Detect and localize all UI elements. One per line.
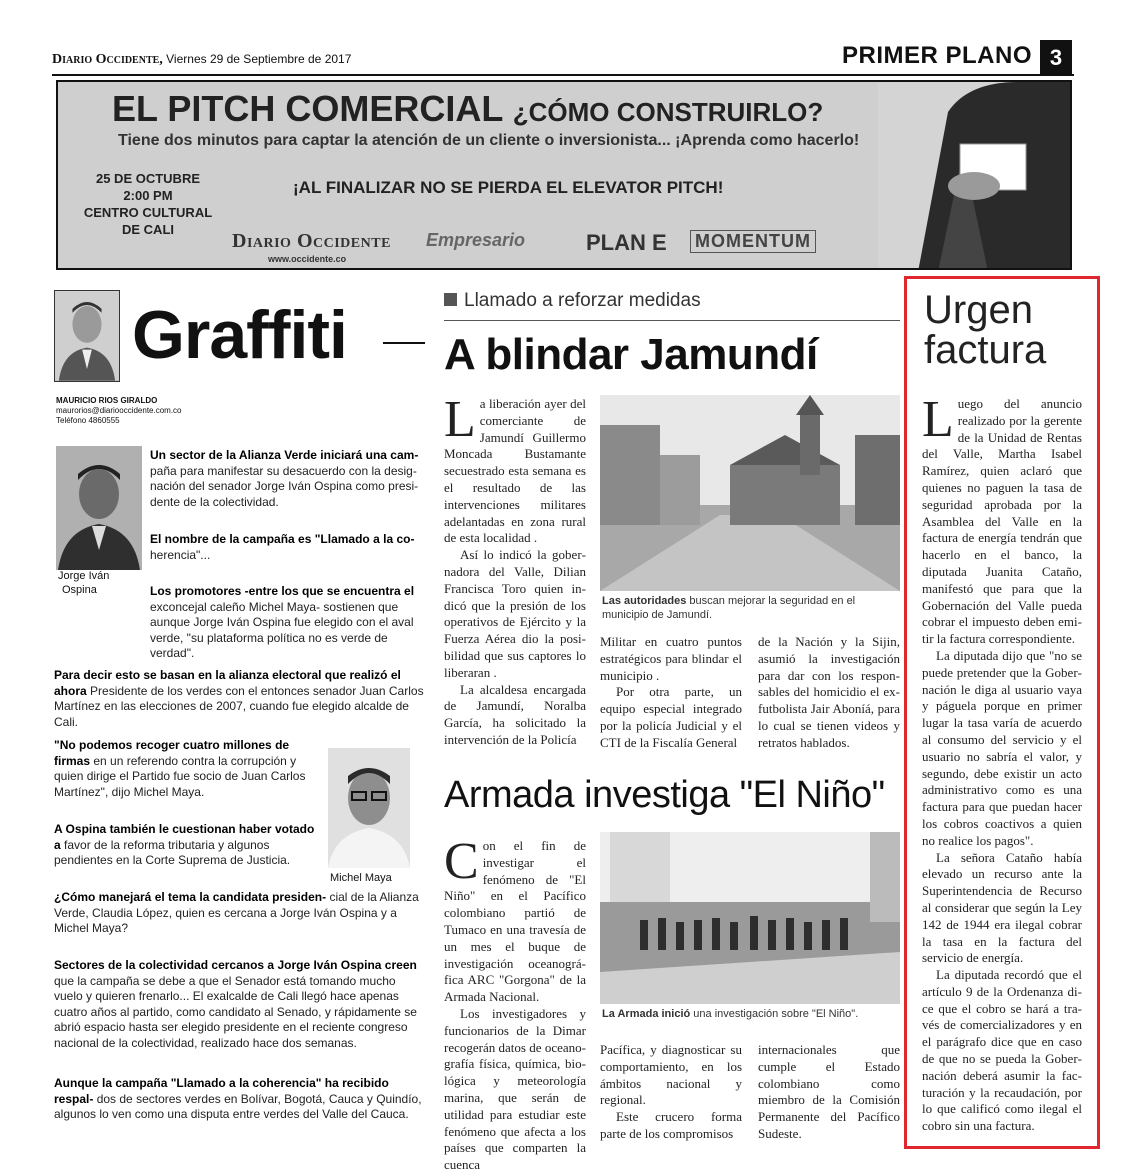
- masthead: [52, 52, 351, 68]
- paragraph-body: herencia"...: [150, 547, 211, 562]
- paragraph-lead: Aunque la campaña "Llamado a la coherencia" ha recibido respal-: [54, 1076, 389, 1106]
- paragraph-body: en un referendo contra la corrupción y quien dirige el Partido fue socio de Juan Carlos Martínez", dijo Michel Maya.: [54, 753, 306, 799]
- graffiti-title: Graffiti: [132, 297, 347, 373]
- author-phone: Teléfono 4860555: [56, 416, 120, 425]
- graffiti-paragraph: [150, 584, 426, 662]
- graffiti-paragraph: [150, 532, 426, 563]
- paragraph-body: que la campaña se debe a que el Senador está tomando mucho vuelo y quieren frenarlo... El exalcalde de Cali llegó hace apenas cuatro años al partido, como candidato al Senado, y rápidamente se abrió espacio hasta ser elegido presidente en el reciente congreso nacional de la colectividad, realizado hace dos semanas.: [54, 973, 417, 1050]
- ad-date: 25 DE OCTUBRE: [95, 171, 201, 186]
- ad-cta: ¡AL FINALIZAR NO SE PIERDA EL ELEVATOR PITCH!: [293, 178, 724, 197]
- author-email[interactable]: maurorios@diariooccidente.com.co: [56, 406, 182, 415]
- story-text: La alcaldesa encargada de Jamundí, Noralba García, ha solicitado la intervención de la Policía: [444, 681, 586, 747]
- story-headline[interactable]: A blindar Jamundí: [444, 330, 818, 379]
- story-text: Los investigadores y funcionarios de la Dimar recogerán datos de oceanografía física, química, biológica y meteorología marina, que serán de utilidad para estudiar este fenómeno que afecta a los países que comparten la cuenca: [444, 1005, 586, 1173]
- photo-caption-jamundi: [602, 594, 898, 622]
- header-rule: [52, 74, 1074, 76]
- ad-title-main: EL PITCH COMERCIAL: [112, 88, 503, 129]
- graffiti-paragraph: [54, 1076, 426, 1123]
- advertisement[interactable]: [56, 80, 1072, 270]
- story-kicker: [464, 290, 701, 312]
- sidebar-text: uego del anuncio realizado por la gerente de la Unidad de Rentas del Valle, Martha Isabel Ramírez, quien aclaró que quienes no paguen la tasa de seguridad aprobada por la Asamblea del Valle en la factura de energía tendrán que hacerlo en el banco, la diputada Juanita Cataño, manifestó que para que la Gobernación del Valle pueda cobrar el impuesto deben emitir la factura correspondiente.: [922, 396, 1082, 647]
- graffiti-paragraph: [54, 958, 426, 1051]
- story-text: on el fin de investigar el fenómeno de "El Niño" en el Pacífico colombiano partió de Tumaco en una travesía de un mes el buque de investigación oceanográfica ARC "Gorgona" de la Armada Nacional.: [444, 838, 586, 1005]
- page-number: 3: [1040, 40, 1072, 76]
- caption-last-name: Maya: [361, 872, 392, 884]
- caption-text: una investigación sobre "El Niño".: [690, 1008, 859, 1020]
- issue-date: Viernes 29 de Septiembre de 2017: [166, 52, 352, 66]
- kicker-text: Llamado a reforzar medidas: [464, 290, 701, 311]
- photo-armada-ship: [600, 832, 900, 1004]
- logo-empresario: Empresario: [426, 230, 526, 250]
- photo-caption-ospina-last: Ospina: [62, 584, 97, 596]
- paragraph-body: Presidente de los verdes con el entonces senador Juan Carlos Martínez en las elecciones de 2007, cuando fue elegido alcalde de Cali.: [54, 683, 424, 729]
- caption-lead: La Armada inició: [602, 1008, 691, 1020]
- sidebar-text: La diputada dijo que "no se puede pretender que la Gobernación le diga al usuario vaya y páguela porque en primer lugar la tasa varía de acuerdo al consumo del servicio y el usuario no sabría el valor, y segundo, debe existir un acto administrativo como es una factura para que puedan hacer los cobros coactivos a quien no realice los pagos".: [922, 647, 1082, 848]
- logo-diario-occidente: Diario Occidente: [232, 230, 391, 252]
- paragraph-body: exconcejal caleño Michel Maya- sostienen que aunque Jorge Iván Ospina fue elegido con el aval verde, "su plataforma política no es verde de verdad".: [150, 599, 414, 660]
- ad-subtitle: Tiene dos minutos para captar la atención de un cliente o inversionista... ¡Aprenda como hacerlo!: [118, 132, 860, 149]
- drop-cap: C: [444, 833, 479, 890]
- author-name: MAURICIO RIOS GIRALDO: [56, 396, 158, 405]
- caption-lead: Las autoridades: [602, 595, 687, 607]
- kicker-square-icon: [444, 293, 457, 306]
- story-text: Por otra parte, un equipo especial integrado por la policía Judicial y el CTI de la Fiscalía General: [600, 684, 742, 750]
- story-text: internacionales que cumple el Estado colombiano como miembro de la Comisión Permanente del Pacífico Sudeste.: [758, 1042, 900, 1141]
- sidebar-text: La diputada recordó que el artículo 9 de la Ordenanza dice que el cobro se hará a través de comercializadores y en el parágrafo dice que en caso de que no se pueda la Gobernación deberá asumir la facturación y la recaudación, por lo que calificó como ilegal el cobro sin una factura.: [922, 967, 1082, 1134]
- ad-time: 2:00 PM: [123, 188, 173, 203]
- photo-caption-maya: [330, 872, 392, 884]
- logo-plan-e: PLAN E: [586, 230, 667, 255]
- graffiti-paragraph: [54, 738, 324, 800]
- ad-venue-2: DE CALI: [122, 222, 174, 237]
- ad-event-info: [78, 170, 218, 238]
- section-title: PRIMER PLANO: [841, 42, 1032, 69]
- paragraph-body: favor de la reforma tributaria y algunos pendientes en la Corte Suprema de Justicia.: [54, 837, 291, 867]
- logo-diario-url: www.occidente.co: [268, 254, 347, 264]
- sidebar-column: [922, 391, 1082, 1135]
- story-column: [600, 1042, 742, 1143]
- drop-cap: L: [922, 391, 954, 448]
- story-column: [758, 1042, 900, 1143]
- story-column: [444, 391, 586, 749]
- sidebar-headline-line2: factura: [924, 328, 1047, 372]
- paragraph-lead: Sectores de la colectividad cercanos a Jorge Iván Ospina creen: [54, 958, 417, 972]
- graffiti-paragraph: [54, 668, 426, 730]
- paragraph-lead: A Ospina también le cuestionan haber votado a: [54, 822, 315, 852]
- story-headline[interactable]: Armada investiga "El Niño": [444, 774, 885, 816]
- caption-text: buscan mejorar la seguridad en el municipio de Jamundí.: [602, 595, 856, 621]
- photo-jorge-ivan-ospina: [56, 446, 142, 570]
- story-text: de la Nación y la Sijin, asumió la investigación para dar con los responsables del homicidio el exfutbolista Jair Aboníá, para lo cual se tienen videos y retratos hablados.: [758, 634, 900, 750]
- kicker-rule: [444, 320, 900, 321]
- story-column: [758, 634, 900, 752]
- newspaper-brand: Diario Occidente,: [52, 52, 163, 67]
- story-text: Militar en cuatro puntos estratégicos para blindar el municipio .: [600, 634, 742, 683]
- story-text: a liberación ayer del comerciante de Jamundí Guillermo Moncada Bustamante secuestrado esta semana es el resultado de las intervenciones militares adelantadas en zona rural de esta localidad .: [444, 396, 586, 546]
- sidebar-text: La señora Cataño había elevado un recurso ante la Superintendencia de Recurso al considerar que según la Ley 142 de 1944 era ilegal cobrar la tasa en la factura del servicio de energía.: [922, 849, 1082, 966]
- author-photo: [54, 290, 120, 382]
- story-text: Así lo indicó la gobernadora del Valle, Dilian Francisca Toro quien indicó que la presión de los operativos de Ejército y la Fuerza Aérea dio la posibilidad que sus captores lo liberaran .: [444, 547, 586, 680]
- paragraph-lead: Los promotores -entre los que se encuentra el: [150, 584, 415, 598]
- paragraph-lead: "No podemos recoger cuatro millones de firmas: [54, 738, 290, 768]
- caption-first-name: Michel: [330, 872, 362, 884]
- graffiti-paragraph: [54, 890, 426, 937]
- story-text: Este crucero forma parte de los compromisos: [600, 1109, 742, 1141]
- photo-caption-armada: [602, 1008, 900, 1020]
- story-column: [444, 833, 586, 1174]
- photo-jamundi-street: [600, 395, 900, 591]
- hand-holding-card-image: [878, 82, 1072, 270]
- sidebar-headline-line1: Urgen: [924, 288, 1033, 332]
- story-column: [600, 634, 742, 752]
- story-text: Pacífica, y diagnosticar su comportamiento, en los ámbitos nacional y regional.: [600, 1042, 742, 1108]
- ad-venue-1: CENTRO CULTURAL: [83, 205, 213, 220]
- paragraph-body: cial de la Alianza Verde, Claudia López, quien es cercana a Jorge Iván Ospina y a Michel Maya?: [54, 890, 419, 935]
- paragraph-lead: Un sector de la Alianza Verde iniciará una cam-: [150, 448, 419, 462]
- photo-michel-maya: [328, 748, 410, 868]
- logo-momentum: MOMENTUM: [690, 230, 816, 253]
- graffiti-paragraph: [150, 448, 426, 510]
- photo-caption-ospina-first: Jorge Iván: [58, 570, 110, 582]
- graffiti-paragraph: [54, 822, 324, 869]
- paragraph-body: dos de sectores verdes en Bolívar, Bogotá, Cauca y Quindío, algunos lo ven como una disputa entre verdes del Valle del Cauca.: [54, 1091, 422, 1121]
- paragraph-lead: El nombre de la campaña es "Llamado a la co-: [150, 532, 415, 546]
- drop-cap: L: [444, 391, 476, 448]
- ad-title: [112, 88, 823, 130]
- title-dash: [383, 342, 425, 344]
- paragraph-lead: Para decir esto se basan en la alianza electoral que realizó el ahora: [54, 668, 401, 698]
- paragraph-lead: ¿Cómo manejará el tema la candidata presiden-: [54, 890, 327, 904]
- paragraph-body: paña para manifestar su desacuerdo con la designación del senador Jorge Iván Ospina como presidente de la colectividad.: [150, 463, 419, 509]
- ad-title-question: ¿CÓMO CONSTRUIRLO?: [512, 97, 824, 127]
- sidebar-headline[interactable]: [924, 290, 1046, 370]
